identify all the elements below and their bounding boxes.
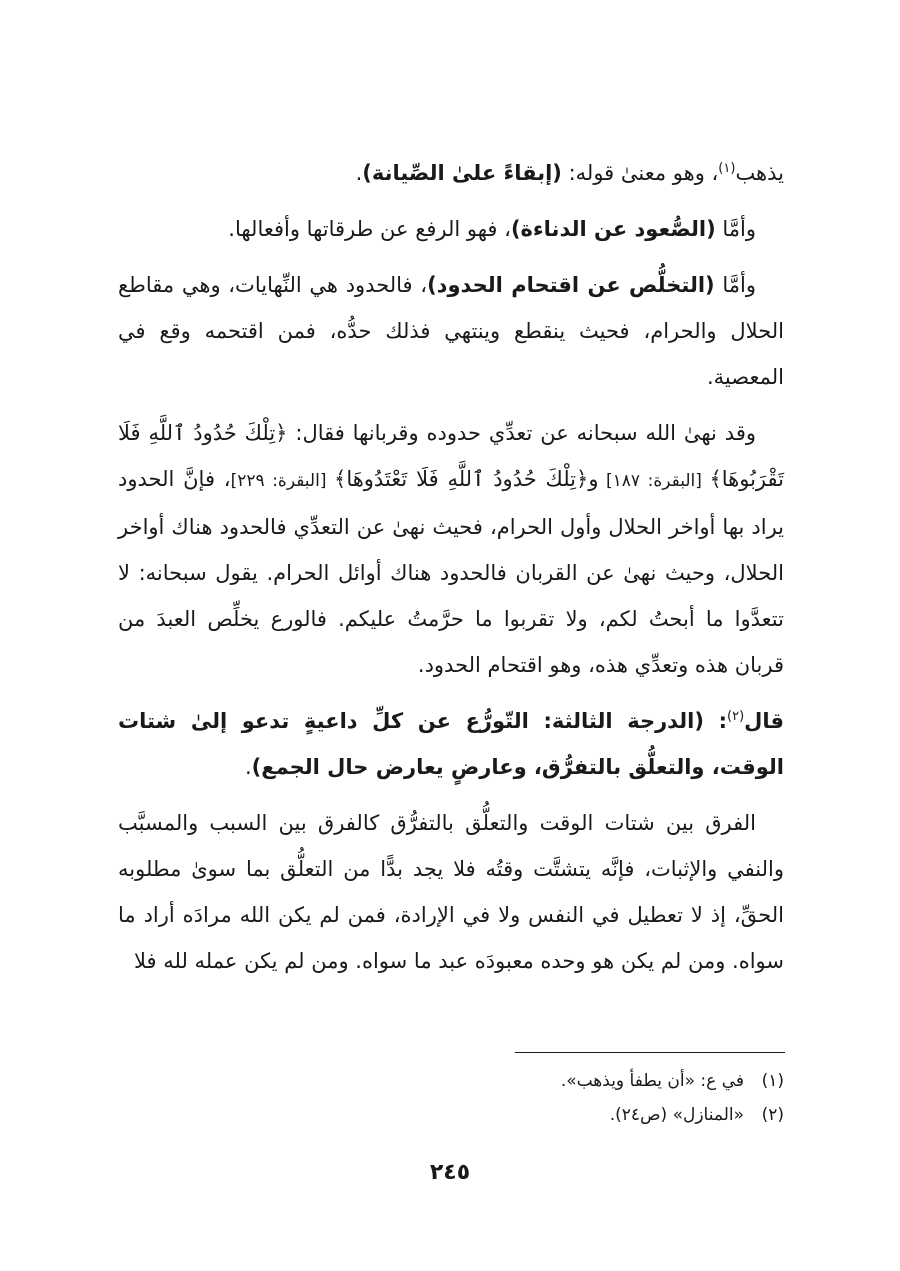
text-run: و bbox=[588, 467, 599, 491]
paragraph-3 bbox=[118, 262, 784, 400]
text-run: وأمَّا bbox=[714, 273, 756, 297]
verse-reference: [البقرة: ١٨٧] bbox=[598, 471, 710, 491]
footnote-number: (١) bbox=[761, 1071, 784, 1091]
bold-phrase: (إبقاءً علىٰ الصِّيانة) bbox=[362, 161, 562, 185]
text-run: وأمَّا bbox=[715, 217, 756, 241]
bold-phrase: قال bbox=[744, 709, 784, 733]
paragraph-1 bbox=[118, 150, 784, 196]
main-text bbox=[118, 150, 784, 994]
text-run: ، فإنَّ الحدود يراد بها أواخر الحلال وأول الحرام، فحيث نهىٰ عن التعدِّي فالحدود هناك أواخر الحلال، وحيث نهىٰ عن القربان فالحدود هناك أوائل الحرام. يقول سبحانه: لا تتعدَّوا ما أبحتُ لكم، ولا تقربوا ما حرَّمتُ عليكم. فالورع يخلِّص العبدَ من قربان هذه وتعدِّي هذه، وهو اقتحام الحدود. bbox=[118, 467, 784, 677]
text-run: ، فهو الرفع عن طرقاتها وأفعالها. bbox=[228, 217, 511, 241]
paragraph-2 bbox=[118, 206, 784, 252]
text-run: ، فالحدود هي النِّهايات، وهي مقاطع الحلال والحرام، فحيث ينقطع وينتهي فذلك حدُّه، فمن اقتحمه وقع في المعصية. bbox=[118, 273, 784, 389]
page-number: ٢٤٥ bbox=[429, 1160, 471, 1185]
text-run: . bbox=[355, 161, 363, 185]
footnote-2 bbox=[118, 1098, 784, 1132]
footnotes bbox=[118, 1064, 784, 1132]
text-run: وقد نهىٰ الله سبحانه عن تعدِّي حدوده وقربانها فقال: bbox=[287, 421, 756, 445]
bold-phrase: : (الدرجة الثالثة: التّورُّع عن كلِّ داعيةٍ تدعو إلىٰ شتات الوقت، والتعلُّق بالتفرُّق، وعارضٍ يعارض حال الجمع) bbox=[118, 709, 784, 779]
quran-verse: ﴿تِلْكَ حُدُودُ ٱللَّهِ فَلَا تَعْتَدُوهَا﴾ bbox=[334, 467, 589, 491]
quran-verse: ﴿تِلْكَ حُدُودُ ٱللَّهِ فَلَا تَقْرَبُوهَا﴾ bbox=[118, 421, 784, 491]
text-run: يذهب bbox=[735, 161, 784, 185]
verse-reference: [البقرة: ٢٢٩] bbox=[230, 471, 335, 491]
bold-phrase: (التخلُّص عن اقتحام الحدود) bbox=[427, 273, 715, 297]
paragraph-4 bbox=[118, 410, 784, 688]
footnote-1 bbox=[118, 1064, 784, 1098]
paragraph-5 bbox=[118, 698, 784, 790]
footnote-divider bbox=[515, 1052, 785, 1053]
text-run: . bbox=[244, 755, 252, 779]
footnote-text: في ع: «أن يطفأ ويذهب». bbox=[560, 1071, 744, 1091]
text-run: ، وهو معنىٰ قوله: bbox=[561, 161, 719, 185]
paragraph-6: الفرق بين شتات الوقت والتعلُّق بالتفرُّق كالفرق بين السبب والمسبَّب والنفي والإثبات، فإنَّه يتشتَّت وقتُه فلا يجد بدًّا من التعلُّق بما سوىٰ مطلوبه الحقِّ، إذ لا تعطيل في النفس ولا في الإرادة، فمن لم يكن الله مرادَه أراد ما سواه. ومن لم يكن هو وحده معبودَه عبد ما سواه. ومن لم يكن عمله لله فلا bbox=[118, 811, 784, 973]
footnote-ref-1[interactable]: (١) bbox=[718, 161, 736, 176]
footnote-text: «المنازل» (ص٢٤). bbox=[609, 1105, 744, 1125]
footnote-ref-2[interactable]: (٢) bbox=[727, 709, 745, 724]
bold-phrase: (الصُّعود عن الدناءة) bbox=[510, 217, 716, 241]
footnote-number: (٢) bbox=[761, 1105, 784, 1125]
